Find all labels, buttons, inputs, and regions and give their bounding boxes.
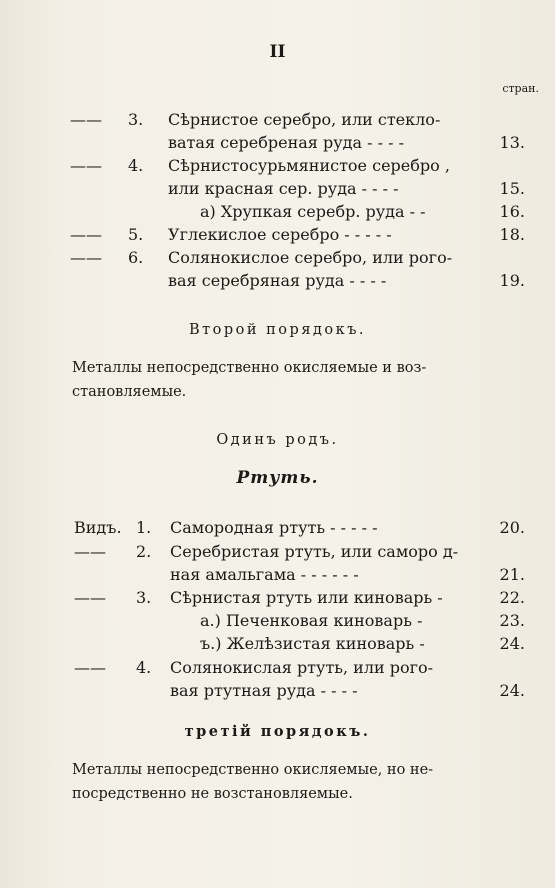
entry-title: Серебристая ртуть, или саморо д- [170,542,459,561]
entry-lead: —— [70,248,102,267]
entry-number: 4. [128,156,144,175]
entry-title: а) Хрупкая серебр. руда - - [200,202,426,221]
page-column-header: стран. [502,82,539,95]
entry-lead: —— [74,658,106,677]
genus-name: Ртуть. [236,468,319,488]
entry-title-cont: вая ртутная руда - - - - [170,681,358,700]
entry-number: 4. [136,658,152,677]
order-heading: третій порядокъ. [184,723,371,740]
entry-number: 3. [136,588,152,607]
entry-title: Самородная ртуть - - - - - [170,518,378,537]
entry-title-cont: ная амальгама - - - - - - [170,565,359,584]
entry-lead: —— [70,156,102,175]
entry-page: 16. [499,202,525,221]
entry-title: Сѣрнистая ртуть или киноварь - [170,588,443,607]
entry-number: 6. [128,248,144,267]
entry-number: 1. [136,518,152,537]
entry-lead: —— [74,588,106,607]
entry-title-cont: вая серебряная руда - - - - [168,271,387,290]
entry-title-cont: или красная сер. руда - - - - [168,179,399,198]
entry-page: 23. [499,611,525,630]
entry-page: 13. [499,133,525,152]
entry-page: 22. [499,588,525,607]
order-description-line: Металлы непосредственно окисляемые, но не- [72,762,434,778]
entry-title: Солянокислое серебро, или рого- [168,248,453,267]
order-heading: Второй порядокъ. [188,322,367,338]
entry-title-cont: ватая серебреная руда - - - - [168,133,404,152]
entry-title: Углекислое серебро - - - - - [168,225,392,244]
page-number: II [269,42,286,62]
entry-title: Сѣрнистое серебро, или стекло- [168,110,441,129]
entry-page: 21. [499,565,525,584]
entry-number: 3. [128,110,144,129]
entry-title: ъ.) Желѣзистая киноварь - [200,634,425,653]
entry-title: Солянокислая ртуть, или рого- [170,658,434,677]
entry-page: 24. [499,681,525,700]
entry-lead: Видъ. [74,518,122,537]
entry-title: а.) Печенковая киноварь - [200,611,423,630]
entry-page: 24. [499,634,525,653]
entry-page: 15. [499,179,525,198]
entry-number: 5. [128,225,144,244]
entry-page: 18. [499,225,525,244]
entry-lead: —— [70,225,102,244]
entry-title: Сѣрнистосурьмянистое серебро , [168,156,450,175]
entry-page: 20. [499,518,525,537]
entry-lead: —— [74,542,106,561]
entry-number: 2. [136,542,152,561]
order-description-line: Металлы непосредственно окисляемые и воз- [72,360,427,376]
entry-page: 19. [499,271,525,290]
order-description-line: становляемые. [72,384,187,400]
entry-lead: —— [70,110,102,129]
order-description-line: посредственно не возстановляемые. [72,786,353,802]
genus-heading: Одинъ родъ. [216,432,339,448]
